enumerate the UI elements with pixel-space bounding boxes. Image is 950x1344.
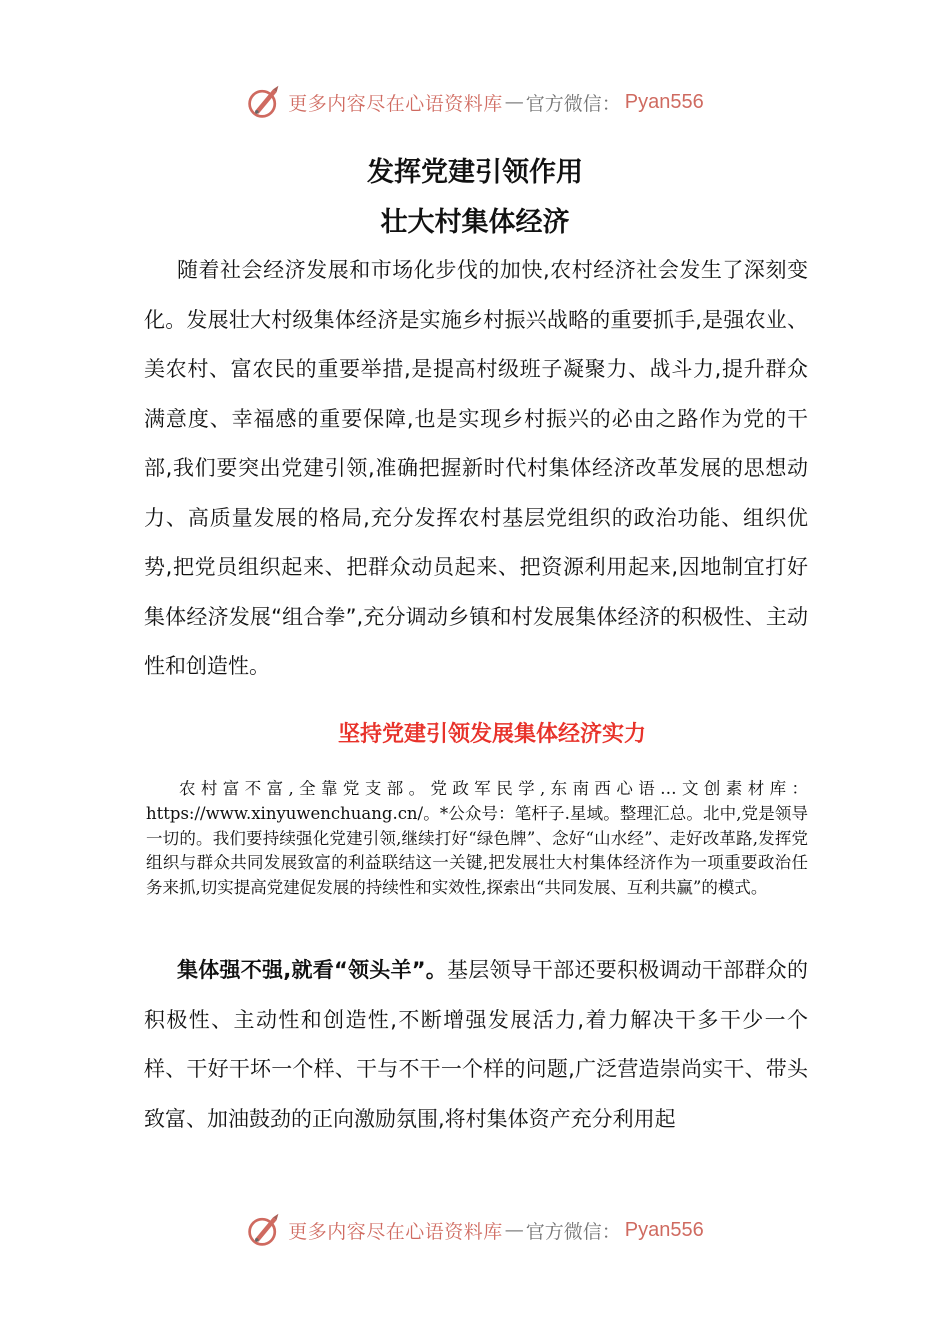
document-title-line1: 发挥党建引领作用	[367, 157, 583, 188]
watermark-wechat-id: Pyan556	[624, 1218, 704, 1241]
body-paragraph-2: 农村富不富,全靠党支部。党政军民学,东南西心语…文创素材库：https://www.xinyuwenchuang.cn/。*公众号：笔杆子.星域。整理汇总。北中,党是领导一切的。我们要持续强化党建引领,继续打好“绿色牌”、念好“山水经”、走好改革路,发挥党组织与群众共同发展致富的利益联结这一关键,把发展壮大村集体经济作为一项重要政治任务来抓,切实提高党建促发展的持续性和实效性,探索出“共同发展、互利共赢”的模式。	[146, 779, 808, 898]
watermark-wechat-id: Pyan556	[624, 90, 704, 113]
paragraph-3-lead: 集体强不强,就看“领头羊”。	[177, 958, 448, 982]
watermark-text: 更多内容尽在心语资料库	[288, 1220, 503, 1243]
quill-pen-logo-icon	[246, 1212, 282, 1248]
watermark-banner-top	[0, 82, 950, 122]
paragraph-3-rest: 基层领导干部还要积极调动干部群众的积极性、主动性和创造性,不断增强发展活力,着力解决干多干少一个样、干好干坏一个样、干与不干一个样的问题,广泛营造崇尚实干、带头致富、加油鼓劲的正向激励氛围,将村集体资产充分利用起	[144, 958, 808, 1131]
quill-pen-logo-icon	[246, 84, 282, 120]
watermark-wechat-label: 官方微信：	[525, 1220, 621, 1243]
watermark-text: 更多内容尽在心语资料库	[288, 92, 503, 115]
section-heading: 坚持党建引领发展集体经济实力	[337, 722, 646, 747]
body-paragraph-3	[144, 946, 808, 1144]
watermark-banner-bottom	[0, 1210, 950, 1250]
watermark-separator: —	[504, 91, 524, 113]
watermark-separator: —	[504, 1219, 524, 1241]
watermark-wechat-label: 官方微信：	[525, 92, 621, 115]
document-title-line2: 壮大村集体经济	[380, 207, 570, 238]
body-paragraph-1: 随着社会经济发展和市场化步伐的加快,农村经济社会发生了深刻变化。发展壮大村级集体经济是实施乡村振兴战略的重要抓手,是强农业、美农村、富农民的重要举措,是提高村级班子凝聚力、战斗力,提升群众满意度、幸福感的重要保障,也是实现乡村振兴的必由之路作为党的干部,我们要突出党建引领,准确把握新时代村集体经济改革发展的思想动力、高质量发展的格局,充分发挥农村基层党组织的政治功能、组织优势,把党员组织起来、把群众动员起来、把资源利用起来,因地制宜打好集体经济发展“组合拳”,充分调动乡镇和村发展集体经济的积极性、主动性和创造性。	[144, 258, 808, 678]
